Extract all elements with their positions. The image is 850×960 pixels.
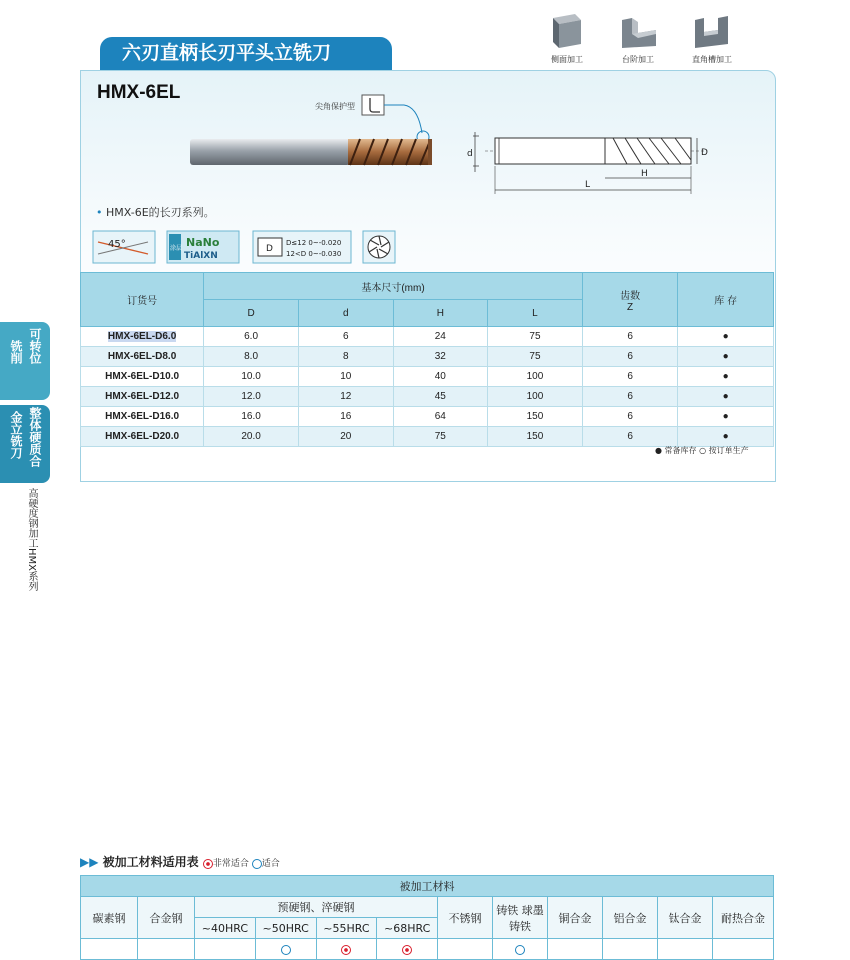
cell-Z: 6 xyxy=(582,427,678,447)
suitability-cell xyxy=(195,939,256,960)
cell-d: 20 xyxy=(298,427,393,447)
end-mill-image xyxy=(188,132,438,172)
suitability-cell xyxy=(493,939,548,960)
cell-d: 12 xyxy=(298,387,393,407)
side-tab-text: 金立铣刀 xyxy=(9,411,23,459)
very-suitable-icon xyxy=(341,945,351,955)
cell-L: 75 xyxy=(488,347,583,367)
machining-type-label: 侧面加工 xyxy=(551,55,583,64)
side-milling-icon xyxy=(547,12,587,50)
suitable-icon xyxy=(515,945,525,955)
tolerance-d-label: D xyxy=(266,244,273,254)
cell-D: 12.0 xyxy=(204,387,299,407)
suitability-cell xyxy=(316,939,377,960)
cell-Z: 6 xyxy=(582,327,678,347)
cell-d: 10 xyxy=(298,367,393,387)
cell-d: 8 xyxy=(298,347,393,367)
teeth-sub-text: Z xyxy=(627,301,634,313)
stock-legend: ● 常备库存 ○ 按订单生产 xyxy=(655,446,749,455)
col-copper: 铜合金 xyxy=(548,897,603,939)
series-note: • HMX-6E的长刃系列。 xyxy=(96,206,215,219)
very-suitable-icon xyxy=(402,945,412,955)
cell-H: 24 xyxy=(393,327,488,347)
teeth-header xyxy=(582,273,678,327)
dim-col-header: L xyxy=(488,300,583,327)
suitability-cell xyxy=(438,939,493,960)
table-row xyxy=(81,367,774,387)
coating-side-text: 涂层 xyxy=(170,245,183,252)
side-tab-text: 整体硬质合 xyxy=(28,407,42,467)
page-title: 六刃直柄长刃平头立铣刀 xyxy=(100,37,392,70)
suitability-cell xyxy=(377,939,438,960)
cell-H: 40 xyxy=(393,367,488,387)
cell-H: 45 xyxy=(393,387,488,407)
cell-d: 6 xyxy=(298,327,393,347)
dim-col-header: d xyxy=(298,300,393,327)
table-row xyxy=(81,427,774,447)
cell-H: 75 xyxy=(393,427,488,447)
col-alloy-steel: 合金钢 xyxy=(138,897,195,939)
cell-stock: ● xyxy=(678,327,774,347)
cell-Z: 6 xyxy=(582,347,678,367)
suitability-cell xyxy=(81,939,138,960)
suitability-cell xyxy=(138,939,195,960)
col-hrc: ~68HRC xyxy=(377,918,438,939)
cell-d: 16 xyxy=(298,407,393,427)
corner-protection-label: 尖角保护型 xyxy=(315,102,355,111)
materials-heading-text: 被加工材料适用表 xyxy=(102,855,199,869)
series-note-text: HMX-6E的长刃系列。 xyxy=(106,206,215,219)
dim-col-header: H xyxy=(393,300,488,327)
order-number[interactable]: HMX-6EL-D16.0 xyxy=(81,407,204,427)
col-stainless: 不锈钢 xyxy=(438,897,493,939)
cell-L: 150 xyxy=(488,427,583,447)
machining-type-slot xyxy=(682,12,742,65)
suitability-cell xyxy=(658,939,713,960)
drawing-d-label: d xyxy=(467,149,473,159)
tolerance-line1: D≤12 0~-0.020 xyxy=(286,239,342,247)
materials-table xyxy=(80,875,774,960)
suitability-cell xyxy=(255,939,316,960)
col-carbon-steel: 碳素钢 xyxy=(81,897,138,939)
dimension-drawing xyxy=(465,130,725,198)
legend-very-text: 非常适合 xyxy=(212,859,249,869)
cell-stock: ● xyxy=(678,427,774,447)
helix-angle-text: 45° xyxy=(108,239,126,250)
section-side-label: 高硬度钢加工HMX系列 xyxy=(26,488,37,591)
cell-Z: 6 xyxy=(582,387,678,407)
cell-D: 16.0 xyxy=(204,407,299,427)
legend-ok-text: 适合 xyxy=(261,859,280,869)
table-row xyxy=(81,387,774,407)
cell-D: 8.0 xyxy=(204,347,299,367)
suitability-row xyxy=(81,939,774,960)
suitable-icon xyxy=(281,945,291,955)
cell-L: 100 xyxy=(488,367,583,387)
side-tab-text: 可转位 xyxy=(28,328,42,364)
side-tab-indexable-milling[interactable] xyxy=(0,322,50,400)
tolerance-line2: 12<D 0~-0.030 xyxy=(286,250,342,258)
col-aluminum: 铝合金 xyxy=(603,897,658,939)
col-hrc: ~50HRC xyxy=(255,918,316,939)
col-titanium: 钛合金 xyxy=(658,897,713,939)
coating-line1: NaNo xyxy=(186,236,220,249)
materials-group-header: 被加工材料 xyxy=(81,876,774,897)
cell-L: 150 xyxy=(488,407,583,427)
coating-line2: TiAlXN xyxy=(184,251,218,261)
table-row xyxy=(81,327,774,347)
cell-D: 10.0 xyxy=(204,367,299,387)
machining-type-step xyxy=(608,12,668,65)
order-number[interactable]: HMX-6EL-D20.0 xyxy=(81,427,204,447)
double-arrow-icon: ▶▶ xyxy=(80,855,99,869)
model-name: HMX-6EL xyxy=(97,82,181,103)
cell-Z: 6 xyxy=(582,367,678,387)
cell-H: 32 xyxy=(393,347,488,367)
col-hrc: ~55HRC xyxy=(316,918,377,939)
machining-type-side xyxy=(537,12,597,65)
order-number[interactable]: HMX-6EL-D8.0 xyxy=(81,347,204,367)
col-hardened-steel: 预硬钢、淬硬钢 xyxy=(195,897,438,918)
step-milling-icon xyxy=(618,12,658,50)
slot-milling-icon xyxy=(692,12,732,50)
materials-heading xyxy=(80,853,280,870)
cell-stock: ● xyxy=(678,347,774,367)
drawing-L-label: L xyxy=(585,180,591,190)
side-tab-text: 铣削 xyxy=(9,340,23,364)
dimensions-header: 基本尺寸(mm) xyxy=(204,273,583,300)
coating-icon xyxy=(166,230,240,264)
order-number[interactable]: HMX-6EL-D12.0 xyxy=(81,387,204,407)
order-number[interactable]: HMX-6EL-D10.0 xyxy=(81,367,204,387)
table-row xyxy=(81,407,774,427)
very-suitable-icon xyxy=(203,859,213,869)
order-number[interactable] xyxy=(81,327,204,347)
cell-L: 100 xyxy=(488,387,583,407)
cell-Z: 6 xyxy=(582,407,678,427)
machining-type-label: 台阶加工 xyxy=(622,55,654,64)
stock-header: 库 存 xyxy=(678,273,774,327)
cell-H: 64 xyxy=(393,407,488,427)
suitable-icon xyxy=(252,859,262,869)
side-tab-solid-carbide[interactable] xyxy=(0,405,50,483)
helix-angle-icon xyxy=(92,230,156,264)
order-number-header: 订货号 xyxy=(81,273,204,327)
suitability-cell xyxy=(548,939,603,960)
cell-D: 6.0 xyxy=(204,327,299,347)
col-heat-resistant: 耐热合金 xyxy=(713,897,774,939)
tolerance-icon xyxy=(252,230,352,264)
col-cast-iron: 铸铁 球墨铸铁 xyxy=(493,897,548,939)
spec-table xyxy=(80,272,774,447)
suitability-cell xyxy=(603,939,658,960)
materials-legend xyxy=(203,859,280,869)
drawing-D-label: D xyxy=(701,148,708,158)
cell-stock: ● xyxy=(678,387,774,407)
drawing-H-label: H xyxy=(641,169,648,179)
col-hrc: ~40HRC xyxy=(195,918,256,939)
cell-stock: ● xyxy=(678,407,774,427)
six-flute-section-icon xyxy=(362,230,396,264)
cell-stock: ● xyxy=(678,367,774,387)
suitability-cell xyxy=(713,939,774,960)
dim-col-header: D xyxy=(204,300,299,327)
table-row xyxy=(81,347,774,367)
cell-D: 20.0 xyxy=(204,427,299,447)
teeth-header-text: 齿数 xyxy=(620,290,641,302)
machining-type-label: 直角槽加工 xyxy=(692,55,732,64)
cell-L: 75 xyxy=(488,327,583,347)
order-number-text: HMX-6EL-D6.0 xyxy=(107,331,177,342)
